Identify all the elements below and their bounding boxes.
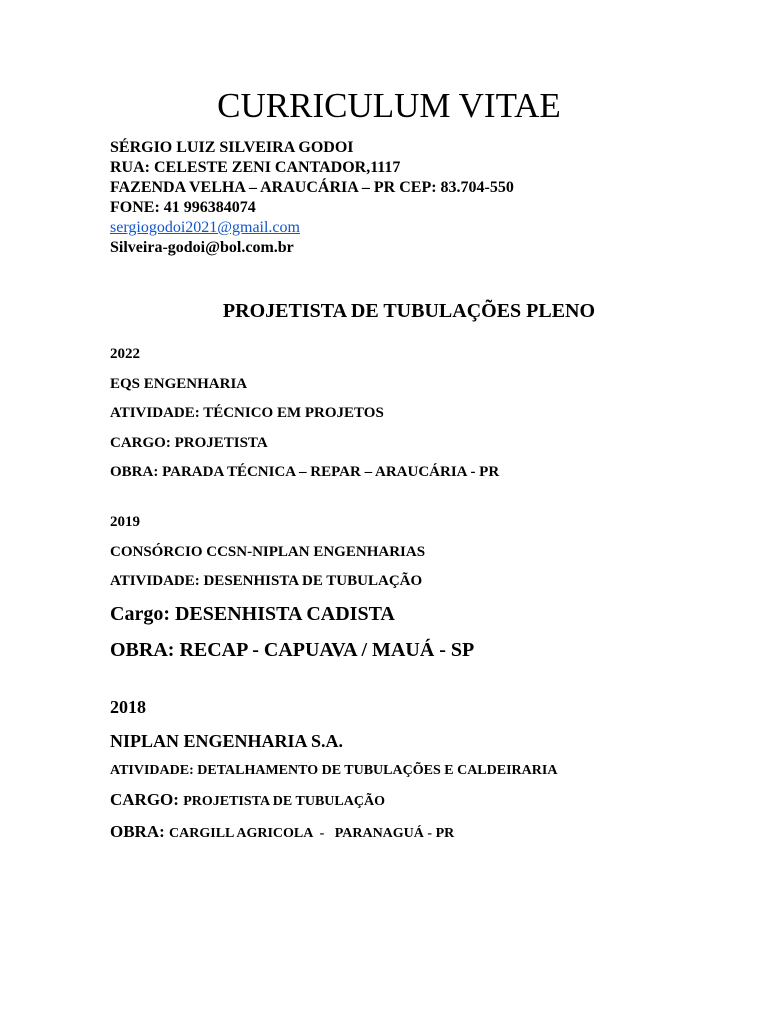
entry-year: 2022 (110, 346, 140, 362)
entry-site: OBRA: PARADA TÉCNICA – REPAR – ARAUCÁRIA - PR (110, 464, 500, 480)
entry-site-value: CARGILL AGRICOLA - PARANAGUÁ - PR (169, 825, 455, 841)
entry-activity: ATIVIDADE: TÉCNICO EM PROJETOS (110, 405, 384, 421)
email-secondary: Silveira-godoi@bol.com.br (110, 239, 294, 256)
entry-site: OBRA: RECAP - CAPUAVA / MAUÁ - SP (110, 638, 475, 661)
contact-name: SÉRGIO LUIZ SILVEIRA GODOI (110, 139, 354, 156)
experience-entry-2022 (110, 344, 728, 482)
entry-role-value: PROJETISTA DE TUBULAÇÃO (183, 793, 385, 809)
entry-activity: ATIVIDADE: DESENHISTA DE TUBULAÇÃO (110, 573, 423, 589)
document-title: CURRICULUM VITAE (217, 86, 561, 125)
entry-company: NIPLAN ENGENHARIA S.A. (110, 730, 344, 751)
entry-role (110, 601, 728, 627)
experience-entry-2018 (110, 695, 728, 845)
entry-role-value: DESENHISTA CADISTA (174, 602, 395, 625)
experience-entry-2019 (110, 512, 728, 663)
entry-company: EQS ENGENHARIA (110, 375, 248, 392)
entry-activity: ATIVIDADE: DETALHAMENTO DE TUBULAÇÕES E CALDEIRARIA (110, 762, 558, 778)
contact-city: FAZENDA VELHA – ARAUCÁRIA – PR CEP: 83.704-550 (110, 179, 514, 196)
contact-block (110, 138, 728, 258)
entry-role (110, 789, 728, 813)
entry-year: 2018 (110, 696, 146, 717)
entry-role-label: Cargo: (110, 602, 175, 625)
entry-role: CARGO: PROJETISTA (110, 434, 268, 451)
contact-street: RUA: CELESTE ZENI CANTADOR,1117 (110, 159, 401, 176)
entry-company: CONSÓRCIO CCSN-NIPLAN ENGENHARIAS (110, 543, 426, 560)
email-link-primary[interactable]: sergiogodoi2021@gmail.com (110, 219, 300, 236)
entry-site (110, 821, 728, 845)
entry-year: 2019 (110, 514, 140, 530)
entry-role-label: CARGO: (110, 789, 184, 809)
job-headline: PROJETISTA DE TUBULAÇÕES PLENO (222, 300, 596, 322)
contact-phone: FONE: 41 996384074 (110, 199, 256, 216)
entry-site-label: OBRA: (110, 821, 170, 841)
